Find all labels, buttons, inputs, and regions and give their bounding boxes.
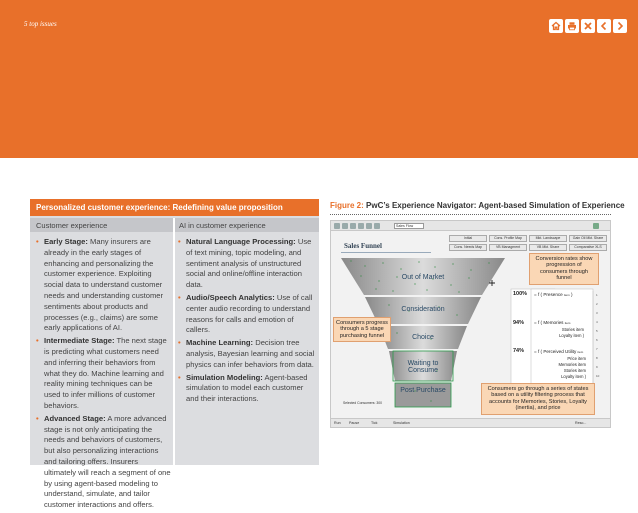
figure-rule — [330, 214, 611, 215]
fn-loyalty2-text: Loyalty — [561, 374, 575, 379]
axis-tick-label: 3 — [596, 311, 598, 315]
item-heading: Intermediate Stage: — [44, 336, 115, 346]
fn-presence-text: = f ( Presence — [534, 292, 563, 297]
sim-button[interactable]: VB Managment — [489, 244, 527, 251]
fn-loyalty-text: Loyalty — [559, 333, 573, 338]
subscript: item — [578, 362, 586, 367]
chevron-left-icon[interactable] — [597, 19, 611, 33]
fn-presence: = f ( Presence item ) — [534, 292, 573, 297]
subscript: item — [578, 356, 586, 361]
fn-memories — [534, 320, 570, 325]
subscript: item — [573, 333, 582, 338]
axis-tick-label: 1 — [596, 293, 598, 297]
conversion-rate: 74% — [513, 348, 525, 354]
item-heading: Early Stage: — [44, 237, 88, 246]
stage-choice: Choice — [412, 334, 434, 341]
nav-toolbar — [549, 19, 627, 33]
fn-memories-2 — [534, 362, 586, 367]
fn-price — [534, 356, 586, 361]
fn-memories-text: = f ( Memories — [534, 320, 564, 325]
close-icon[interactable] — [581, 19, 595, 33]
sales-funnel-title: Sales Funnel — [344, 242, 382, 250]
list-item — [178, 237, 316, 291]
axis-tick-label: 2 — [596, 302, 598, 306]
header-banner — [0, 0, 638, 158]
column-divider — [173, 218, 175, 465]
subscript: item — [564, 293, 570, 297]
subscript: item — [577, 350, 584, 354]
figure-label: Figure 2: — [330, 201, 364, 210]
fn-loyalty: Loyalty item ) — [559, 333, 584, 338]
fn-price-text: Price — [567, 356, 577, 361]
axis-tick-label: 9 — [596, 365, 598, 369]
sim-button[interactable]: Cons. Needs Map — [449, 244, 487, 251]
sim-button[interactable]: Initial — [449, 235, 487, 242]
page-label: 5 top issues — [24, 20, 57, 28]
subscript: item — [575, 374, 584, 379]
fn-perceived — [534, 349, 583, 354]
experience-navigator-screenshot — [330, 220, 611, 428]
home-icon[interactable] — [549, 19, 563, 33]
axis-tick-label: 4 — [596, 320, 598, 324]
item-heading: Machine Learning: — [186, 338, 254, 348]
item-text: Decision tree analysis, Bayesian learning and social physics can infer behaviors from data. — [186, 338, 315, 369]
list-item — [36, 237, 171, 334]
fn-loyalty-2: Loyalty item ) — [561, 374, 586, 379]
axis-tick-label: 10 — [596, 374, 600, 378]
sim-status-bar — [331, 418, 610, 427]
scenario-select[interactable]: Sales Flow — [394, 223, 424, 229]
item-text: Use of text mining, topic modeling, and sentiment analysis of unstructured social and online/offline interaction data. — [186, 237, 312, 290]
item-heading: Audio/Speech Analytics: — [186, 292, 275, 302]
callout-utility: Consumers go through a series of states based on a utility filtering process that accounts for Memories, Stories, Loyalty (inertia), and price — [481, 383, 595, 415]
sim-button[interactable]: Gain Oil Mkt. Share — [569, 235, 607, 242]
subscript: item — [564, 321, 571, 325]
pause-control[interactable]: Pause — [349, 421, 360, 425]
item-text: Many insurers are already in the early stages of enhancing and personalizing the customer experience. Exploiting social data to understand customer needs and understanding customer sentiments about products and processes (e.g., claims) are some early applications of AI. — [44, 237, 164, 333]
item-heading: Advanced Stage: — [44, 413, 106, 423]
stage-consideration: Consideration — [401, 306, 445, 313]
callout-stages: Consumers progress through a 5 stage purchasing funnel — [333, 317, 391, 342]
fn-memories2-text: Memories — [558, 362, 577, 367]
item-heading: Simulation Modeling: — [186, 372, 263, 382]
list-item — [36, 414, 171, 511]
list-item — [36, 336, 171, 412]
table-title: Personalized customer experience: Redefining value proposition — [30, 199, 319, 216]
figure-title-text: PwC’s Experience Navigator: Agent-based Simulation of Experience — [363, 201, 625, 210]
subscript: item — [576, 327, 584, 332]
fn-perceived-text: = f ( Perceived Utility — [534, 349, 577, 354]
list-item — [178, 373, 316, 405]
sim-button[interactable]: VB Mkt. Share — [529, 244, 567, 251]
sim-button[interactable]: Mkt. Landscape — [529, 235, 567, 242]
ai-column — [178, 237, 316, 407]
figure-title — [330, 201, 625, 210]
fn-stories2-text: Stories — [563, 368, 577, 373]
conversion-rate: 94% — [513, 320, 525, 326]
list-item — [178, 338, 316, 370]
tick-readout: Tick — [371, 421, 378, 425]
list-item — [178, 293, 316, 336]
callout-conversion: Conversion rates show progression of consumers through funnel — [529, 253, 599, 285]
selected-consumers: Selected Consumers: 300 — [343, 401, 383, 405]
fn-stories — [534, 327, 584, 332]
stage-waiting-to-consume: Waiting to Consume — [407, 360, 439, 374]
run-control[interactable]: Run — [334, 421, 341, 425]
sim-button[interactable]: Comparative XLS — [569, 244, 607, 251]
print-icon[interactable] — [565, 19, 579, 33]
col-header-customer-experience: Customer experience — [36, 221, 108, 230]
sim-button[interactable]: Cons. Profile Map — [489, 235, 527, 242]
item-text: A more advanced stage is not only anticipating the needs and behaviors of customers, but also personalizing interactions and tailoring offers. Insurers ultimately will reach a segment of one by using agent-based modeling to understand, simulate, and tailor customer interactions and offers. — [44, 413, 171, 510]
stage-out-of-market: Out of Market — [401, 274, 445, 281]
item-text: Agent-based simulation to model each customer and their interactions. — [186, 372, 308, 404]
conversion-rate: 100% — [513, 291, 528, 297]
item-text: Use of call center audio recording to understand reasons for calls and emotion of callers. — [186, 292, 313, 335]
axis-tick-label: 6 — [596, 338, 598, 342]
item-text: The next stage is predicting what customers need and inferring their behaviors from what they do. Machine learning and reality mining techniques can be used to infer millions of customer behaviors. — [44, 336, 167, 410]
subscript: item — [578, 368, 586, 373]
axis-tick-label: 5 — [596, 329, 598, 333]
zoom-readout: Reso... — [575, 421, 587, 425]
item-heading: Natural Language Processing: — [186, 237, 296, 246]
axis-tick-label: 8 — [596, 356, 598, 360]
fn-stories-text: Stories — [561, 327, 575, 332]
axis-tick-label: 7 — [596, 347, 598, 351]
chevron-right-icon[interactable] — [613, 19, 627, 33]
fn-stories-2 — [534, 368, 586, 373]
simulation-readout: Simulation — [393, 421, 410, 425]
customer-experience-column — [36, 237, 171, 513]
col-header-ai: AI in customer experience — [179, 221, 266, 230]
stage-post-purchase: Post Purchase — [400, 387, 446, 394]
